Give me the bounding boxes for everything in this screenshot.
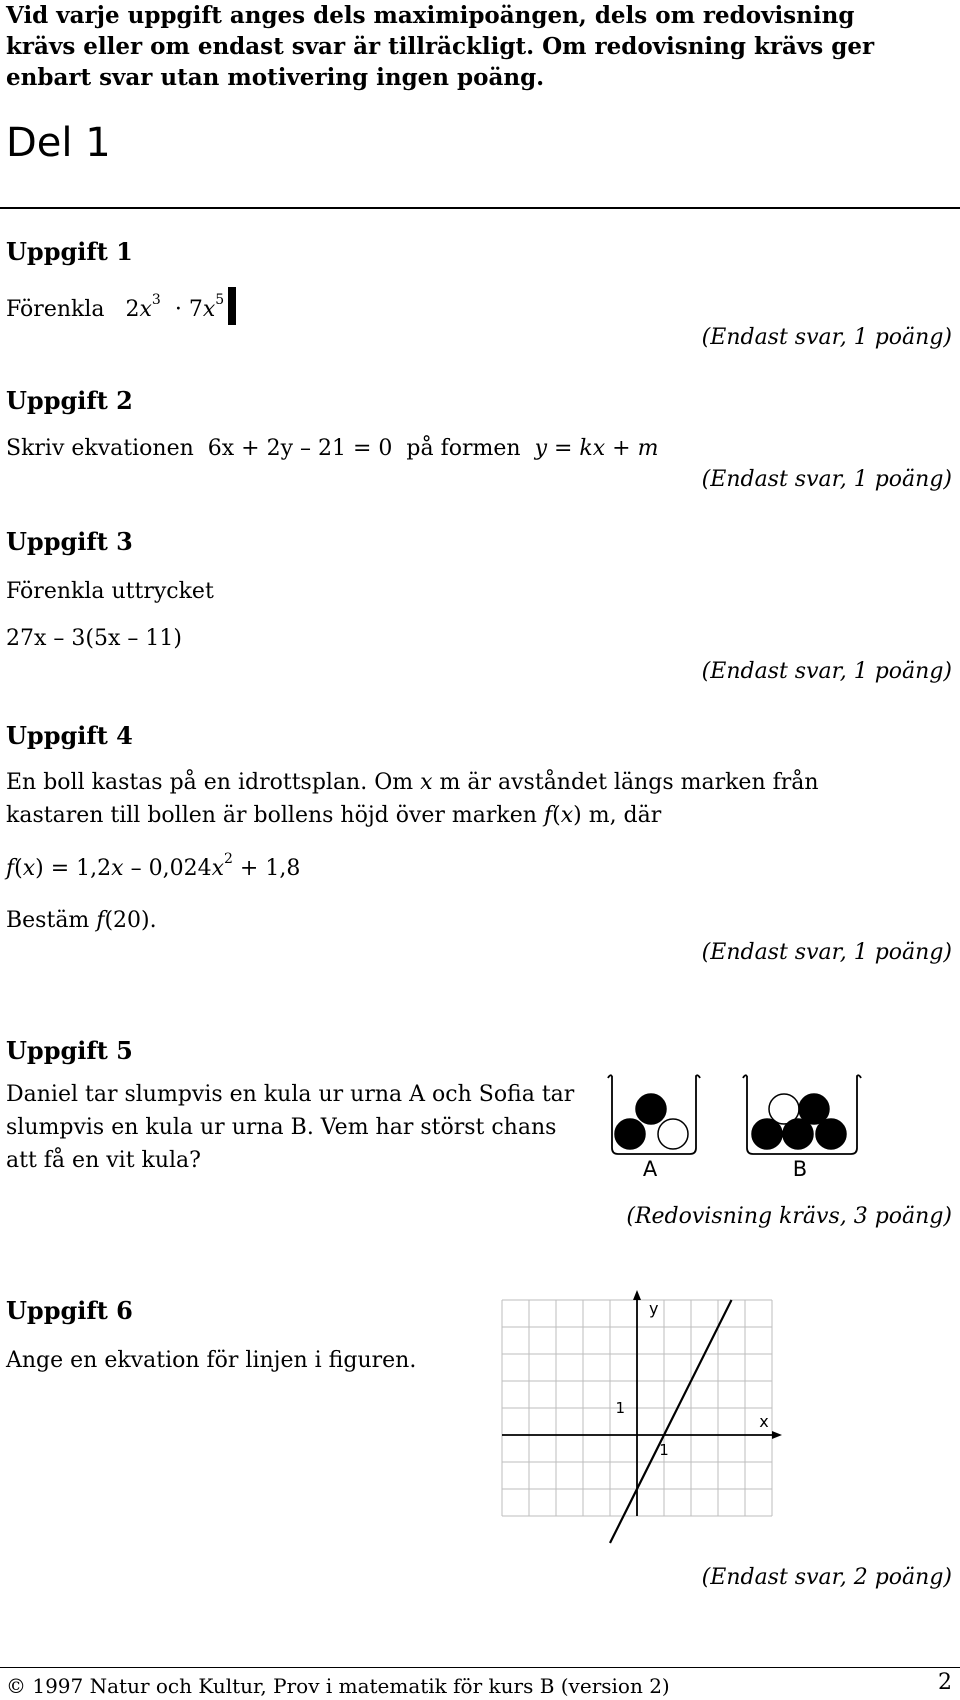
task-2-target: y = kx + m: [534, 436, 659, 461]
footer-divider: [0, 1667, 960, 1668]
series-line: [610, 1300, 732, 1543]
task-1-title: Uppgift 1: [6, 237, 133, 266]
task-5-title: Uppgift 5: [6, 1036, 133, 1065]
redaction-bar: [228, 287, 236, 325]
task-3-title: Uppgift 3: [6, 527, 133, 556]
task-5-score: (Redovisning krävs, 3 poäng): [626, 1204, 952, 1229]
task-2-equation: 6x + 2y – 21 = 0: [207, 436, 393, 461]
task-1-expr: $2x^3 \cdot 7x^5$: [125, 292, 225, 322]
task-1-label: Förenkla: [6, 297, 105, 322]
footer-copyright: © 1997 Natur och Kultur, Prov i matematik för kurs B (version 2): [6, 1674, 670, 1698]
y-axis-label: y: [649, 1299, 659, 1318]
task-2-label: Skriv ekvationen: [6, 436, 194, 461]
black-ball: [615, 1119, 645, 1149]
task-1-score: (Endast svar, 1 poäng): [701, 325, 952, 350]
instructions-text: Vid varje uppgift anges dels maximipoängen, dels om redovisning krävs eller om endast svar är tillräckligt. Om redovisning krävs ger enbart svar utan motivering ingen poäng.: [6, 2, 875, 91]
task-4-line-2: kastaren till bollen är bollens höjd över marken f(x) m, där: [6, 803, 662, 828]
section-divider: [0, 207, 960, 209]
section-title: Del 1: [6, 120, 111, 166]
urn-b: [743, 1075, 861, 1181]
page-number: 2: [938, 1670, 952, 1695]
urn-a-label: A: [642, 1157, 658, 1181]
task-2-title: Uppgift 2: [6, 386, 133, 415]
urns-figure: [600, 1068, 870, 1183]
x-axis-label: x: [759, 1412, 769, 1431]
task-4-title: Uppgift 4: [6, 721, 133, 750]
black-ball: [636, 1094, 666, 1124]
black-ball: [783, 1119, 813, 1149]
task-6-score: (Endast svar, 2 poäng): [701, 1565, 952, 1590]
task-4-score: (Endast svar, 1 poäng): [701, 940, 952, 965]
axes: [502, 1290, 782, 1516]
black-ball: [752, 1119, 782, 1149]
task-6-text: Ange en ekvation för linjen i figuren.: [6, 1348, 417, 1373]
task-2-mid: på formen: [406, 436, 521, 461]
task-6-title: Uppgift 6: [6, 1296, 133, 1325]
white-ball: [658, 1119, 688, 1149]
task-5-text: Daniel tar slumpvis en kula ur urna A och Sofia tar slumpvis en kula ur urna B. Vem har störst chans att få en vit kula?: [6, 1082, 575, 1173]
task-3-score: (Endast svar, 1 poäng): [701, 659, 952, 684]
urn-a: [608, 1075, 700, 1181]
task-1-body: [6, 287, 236, 326]
task-2-score: (Endast svar, 1 poäng): [701, 467, 952, 492]
x-tick-label: 1: [659, 1441, 669, 1459]
black-ball: [816, 1119, 846, 1149]
task-4-line-1: En boll kastas på en idrottsplan. Om x m är avståndet längs marken från: [6, 770, 819, 795]
task-2-body: [6, 432, 658, 465]
task-4-function: $f(x) = 1,2x - 0,024x^2 + 1,8$: [6, 851, 301, 881]
task-3-expr: 27x – 3(5x – 11): [6, 626, 182, 651]
task-4-question: Bestäm f(20).: [6, 908, 157, 933]
task-3-label: Förenkla uttrycket: [6, 579, 214, 604]
y-axis-arrow: [633, 1290, 641, 1300]
x-axis-arrow: [772, 1431, 782, 1439]
y-tick-label: 1: [615, 1399, 625, 1417]
line-series: [610, 1300, 732, 1543]
coordinate-grid-chart: [490, 1290, 769, 1535]
urn-b-label: B: [792, 1157, 808, 1181]
